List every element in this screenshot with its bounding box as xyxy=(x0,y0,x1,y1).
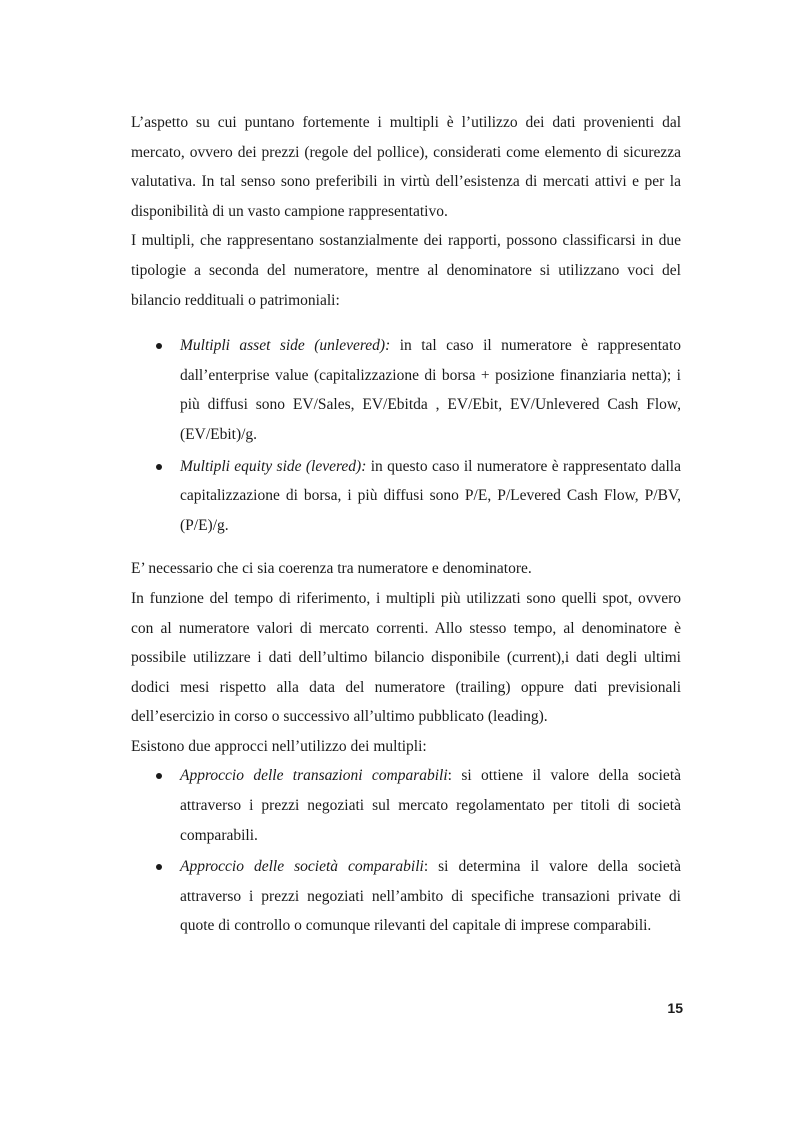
list-item-text: in tal caso il numeratore è rappresentato dall’enterprise value (capitalizzazione di borsa + posizione finanziaria netta); i più diffusi sono EV/Sales, EV/Ebitda , EV/Ebit, EV/Unlevered Cash Flow, (EV/Ebit)/g. xyxy=(180,337,681,443)
list-item-text: in questo caso il numeratore è rappresentato dalla capitalizzazione di borsa, i più diffusi sono P/E, P/Levered Cash Flow, P/BV, (P/E)/g. xyxy=(180,457,681,534)
list-item-term: Approccio delle società comparabili xyxy=(180,858,424,876)
paragraph-tempo: In funzione del tempo di riferimento, i multipli più utilizzati sono quelli spot, ovvero con al numeratore valori di mercato correnti. Allo stesso tempo, al denominatore è possibile utilizzare i dati dell’ultimo bilancio disponibile (current),i dati degli ultimi dodici mesi rispetto alla data del numeratore (trailing) oppure dati previsionali dell’esercizio in corso o successivo all’ultimo pubblicato (leading). xyxy=(131,589,681,726)
list-item xyxy=(131,331,681,449)
list-item-text: : si ottiene il valore della società attraverso i prezzi negoziati sul mercato regolamentato per titoli di società comparabili. xyxy=(180,767,682,844)
bullet-icon xyxy=(156,343,162,349)
paragraph-intro: L’aspetto su cui puntano fortemente i multipli è l’utilizzo dei dati provenienti dal mercato, ovvero dei prezzi (regole del pollice), considerati come elemento di sicurezza valutativa. In tal senso sono preferibili in virtù dell’esistenza di mercati attivi e per la disponibilità di un vasto campione rappresentativo. xyxy=(131,114,681,220)
list-item xyxy=(131,761,681,850)
list-item-term: Multipli equity side (levered): xyxy=(180,457,367,475)
bullet-icon xyxy=(156,464,162,470)
list-item xyxy=(131,852,681,941)
list-item-term: Approccio delle transazioni comparabili xyxy=(180,767,448,785)
paragraph-approcci: Esistono due approcci nell’utilizzo dei multipli: xyxy=(131,737,427,755)
approcci-list xyxy=(131,761,681,941)
multipli-types-list xyxy=(131,331,681,540)
list-item xyxy=(131,452,681,541)
bullet-icon xyxy=(156,864,162,870)
list-item-term: Multipli asset side (unlevered): xyxy=(180,337,391,355)
paragraph-tipologie: I multipli, che rappresentano sostanzialmente dei rapporti, possono classificarsi in due tipologie a seconda del numeratore, mentre al denominatore si utilizzano voci del bilancio reddituali o patrimoniali: xyxy=(131,232,681,309)
page-number: 15 xyxy=(667,1000,683,1016)
paragraph-coerenza: E’ necessario che ci sia coerenza tra numeratore e denominatore. xyxy=(131,560,532,578)
bullet-icon xyxy=(156,773,162,779)
page-body xyxy=(131,108,681,941)
list-item-text: : si determina il valore della società attraverso i prezzi negoziati nell’ambito di specifiche transazioni private di quote di controllo o comunque rilevanti del capitale di imprese comparabili. xyxy=(180,858,681,935)
